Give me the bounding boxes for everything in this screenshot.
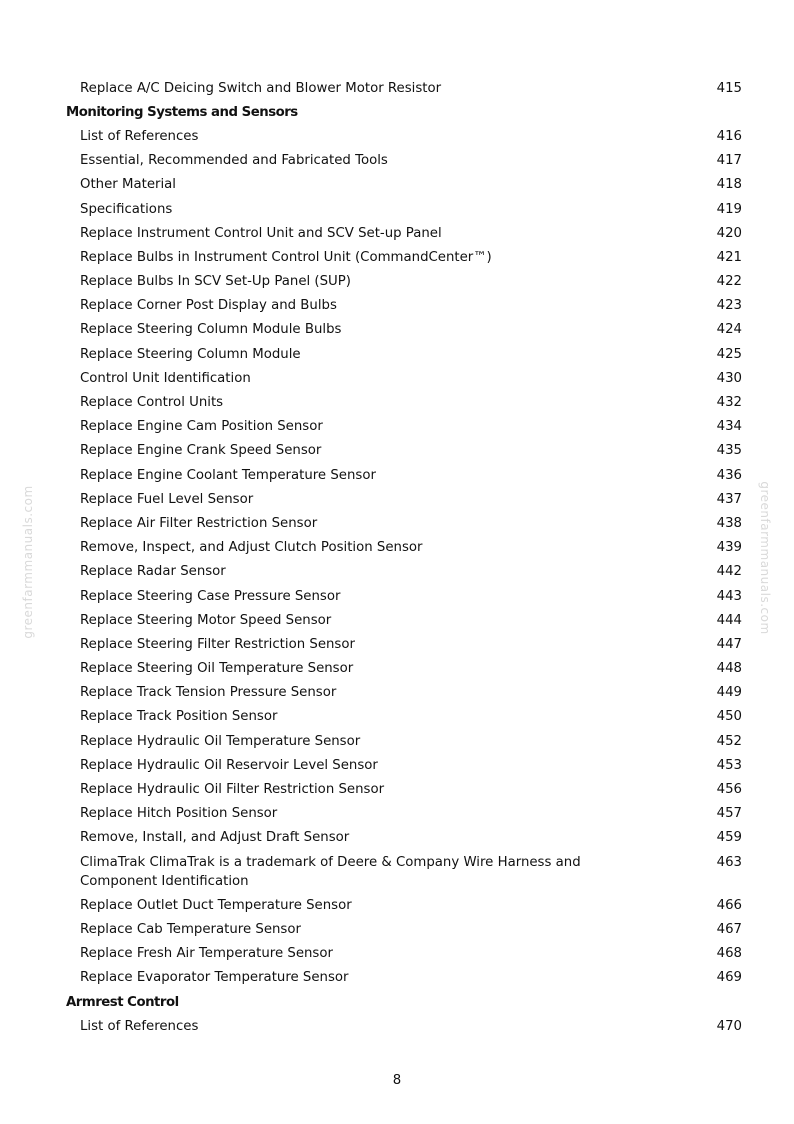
toc-entry-page-number: 424 bbox=[716, 322, 742, 338]
toc-entry-page-number: 456 bbox=[716, 782, 742, 798]
toc-entry-page-number: 442 bbox=[716, 564, 742, 580]
toc-entry-title: Replace Engine Cam Position Sensor bbox=[80, 419, 323, 435]
toc-entry[interactable] bbox=[66, 149, 742, 173]
toc-entry-page-number: 432 bbox=[716, 395, 742, 411]
toc-entry-title: Armrest Control bbox=[66, 994, 179, 1010]
toc-entry-page-number: 449 bbox=[716, 685, 742, 701]
toc-entry-page-number: 423 bbox=[716, 298, 742, 314]
toc-entry-title: Replace Cab Temperature Sensor bbox=[80, 921, 301, 937]
toc-entry-page-number: 415 bbox=[716, 80, 742, 96]
toc-entry[interactable] bbox=[66, 560, 742, 584]
toc-entry-title: ClimaTrak ClimaTrak is a trademark of Deere & Company Wire Harness and Component Identification bbox=[80, 854, 581, 889]
toc-entry-title: Other Material bbox=[80, 177, 176, 193]
toc-entry[interactable] bbox=[66, 632, 742, 656]
toc-entry-page-number: 468 bbox=[716, 946, 742, 962]
toc-entry-title: List of References bbox=[80, 128, 199, 144]
toc-entry-title: Replace Steering Filter Restriction Sensor bbox=[80, 636, 355, 652]
toc-entry-title: Replace Outlet Duct Temperature Sensor bbox=[80, 897, 352, 913]
toc-entry-page-number: 434 bbox=[716, 419, 742, 435]
toc-entry-title: Replace Hitch Position Sensor bbox=[80, 806, 278, 822]
toc-entry-title: Replace Fuel Level Sensor bbox=[80, 491, 254, 507]
table-of-contents bbox=[66, 76, 742, 1038]
toc-entry[interactable] bbox=[66, 681, 742, 705]
toc-entry-page-number: 439 bbox=[716, 540, 742, 556]
toc-entry[interactable] bbox=[66, 197, 742, 221]
toc-entry-title: Replace Hydraulic Oil Reservoir Level Sensor bbox=[80, 757, 378, 773]
toc-entry-page-number: 430 bbox=[716, 370, 742, 386]
toc-entry-page-number: 419 bbox=[716, 201, 742, 217]
toc-entry-page-number: 469 bbox=[716, 970, 742, 986]
toc-entry-title: Replace Hydraulic Oil Temperature Sensor bbox=[80, 733, 361, 749]
toc-section-heading bbox=[66, 100, 742, 124]
toc-entry-title: Replace Steering Oil Temperature Sensor bbox=[80, 661, 354, 677]
toc-entry-page-number: 450 bbox=[716, 709, 742, 725]
toc-entry-title: Replace Bulbs in Instrument Control Unit (CommandCenter™) bbox=[80, 249, 492, 265]
toc-entry[interactable] bbox=[66, 511, 742, 535]
toc-entry[interactable] bbox=[66, 826, 742, 850]
toc-entry[interactable] bbox=[66, 270, 742, 294]
toc-entry-title: Replace Hydraulic Oil Filter Restriction Sensor bbox=[80, 782, 385, 798]
toc-entry-page-number: 453 bbox=[716, 757, 742, 773]
toc-entry-title: Replace Evaporator Temperature Sensor bbox=[80, 970, 349, 986]
toc-entry[interactable] bbox=[66, 415, 742, 439]
toc-entry-page-number: 436 bbox=[716, 467, 742, 483]
toc-entry[interactable] bbox=[66, 942, 742, 966]
toc-entry-title: Replace A/C Deicing Switch and Blower Motor Resistor bbox=[80, 80, 442, 96]
watermark-left: greenfarmmanuals.com bbox=[21, 485, 35, 639]
toc-entry[interactable] bbox=[66, 342, 742, 366]
toc-entry[interactable] bbox=[66, 850, 742, 893]
page-number: 8 bbox=[392, 1073, 402, 1088]
toc-entry[interactable] bbox=[66, 294, 742, 318]
toc-entry-title: Remove, Inspect, and Adjust Clutch Position Sensor bbox=[80, 540, 423, 556]
toc-entry-page-number: 420 bbox=[716, 225, 742, 241]
toc-entry[interactable] bbox=[66, 608, 742, 632]
toc-entry-title: Replace Engine Crank Speed Sensor bbox=[80, 443, 322, 459]
toc-entry[interactable] bbox=[66, 753, 742, 777]
toc-entry[interactable] bbox=[66, 76, 742, 100]
toc-entry-title: Specifications bbox=[80, 201, 173, 217]
toc-entry[interactable] bbox=[66, 221, 742, 245]
toc-entry-page-number: 452 bbox=[716, 733, 742, 749]
toc-entry-title: Replace Track Tension Pressure Sensor bbox=[80, 685, 337, 701]
toc-entry-title: Replace Steering Case Pressure Sensor bbox=[80, 588, 341, 604]
toc-entry-page-number: 459 bbox=[716, 830, 742, 846]
toc-entry-page-number: 438 bbox=[716, 515, 742, 531]
toc-entry[interactable] bbox=[66, 390, 742, 414]
toc-entry-title: Replace Radar Sensor bbox=[80, 564, 226, 580]
toc-entry[interactable] bbox=[66, 777, 742, 801]
toc-entry-page-number: 435 bbox=[716, 443, 742, 459]
toc-entry-title: Replace Track Position Sensor bbox=[80, 709, 278, 725]
toc-entry[interactable] bbox=[66, 245, 742, 269]
toc-entry[interactable] bbox=[66, 802, 742, 826]
toc-entry-page-number: 457 bbox=[716, 806, 742, 822]
toc-entry-page-number: 421 bbox=[716, 249, 742, 265]
toc-entry[interactable] bbox=[66, 729, 742, 753]
toc-entry[interactable] bbox=[66, 657, 742, 681]
toc-entry[interactable] bbox=[66, 366, 742, 390]
toc-entry[interactable] bbox=[66, 584, 742, 608]
toc-entry-page-number: 416 bbox=[716, 128, 742, 144]
toc-entry[interactable] bbox=[66, 318, 742, 342]
toc-entry-page-number: 448 bbox=[716, 661, 742, 677]
toc-entry-title: Replace Control Units bbox=[80, 395, 224, 411]
toc-entry[interactable] bbox=[66, 1014, 742, 1038]
toc-entry-title: Replace Steering Motor Speed Sensor bbox=[80, 612, 332, 628]
toc-entry-page-number: 418 bbox=[716, 177, 742, 193]
toc-entry-page-number: 466 bbox=[716, 897, 742, 913]
toc-entry-title: Replace Steering Column Module bbox=[80, 346, 301, 362]
toc-entry[interactable] bbox=[66, 439, 742, 463]
toc-entry[interactable] bbox=[66, 463, 742, 487]
toc-entry-page-number: 470 bbox=[716, 1018, 742, 1034]
watermark-right: greenfarmmanuals.com bbox=[758, 481, 772, 635]
toc-entry-page-number: 417 bbox=[716, 153, 742, 169]
toc-entry[interactable] bbox=[66, 487, 742, 511]
toc-entry-title: Replace Fresh Air Temperature Sensor bbox=[80, 946, 333, 962]
toc-entry-title: Remove, Install, and Adjust Draft Sensor bbox=[80, 830, 350, 846]
toc-entry-page-number: 447 bbox=[716, 636, 742, 652]
toc-entry-title: Replace Steering Column Module Bulbs bbox=[80, 322, 342, 338]
toc-entry-title: Replace Corner Post Display and Bulbs bbox=[80, 298, 337, 314]
toc-entry[interactable] bbox=[66, 124, 742, 148]
toc-entry-title: Replace Air Filter Restriction Sensor bbox=[80, 515, 318, 531]
toc-entry-title: List of References bbox=[80, 1018, 199, 1034]
toc-entry-page-number: 443 bbox=[716, 588, 742, 604]
toc-entry[interactable] bbox=[66, 173, 742, 197]
toc-entry[interactable] bbox=[66, 705, 742, 729]
toc-entry-page-number: 422 bbox=[716, 274, 742, 290]
toc-entry[interactable] bbox=[66, 536, 742, 560]
toc-entry-title: Replace Engine Coolant Temperature Sensor bbox=[80, 467, 376, 483]
toc-entry-page-number: 425 bbox=[716, 346, 742, 362]
toc-entry-page-number: 467 bbox=[716, 921, 742, 937]
toc-entry-title: Replace Bulbs In SCV Set-Up Panel (SUP) bbox=[80, 274, 351, 290]
toc-entry-page-number: 444 bbox=[716, 612, 742, 628]
toc-entry-title: Essential, Recommended and Fabricated Tools bbox=[80, 153, 388, 169]
toc-entry-title: Replace Instrument Control Unit and SCV Set-up Panel bbox=[80, 225, 442, 241]
toc-entry-title: Monitoring Systems and Sensors bbox=[66, 104, 298, 120]
toc-entry[interactable] bbox=[66, 893, 742, 917]
toc-entry[interactable] bbox=[66, 966, 742, 990]
toc-entry-title: Control Unit Identification bbox=[80, 370, 251, 386]
toc-entry[interactable] bbox=[66, 917, 742, 941]
toc-section-heading bbox=[66, 990, 742, 1014]
toc-entry-page-number: 463 bbox=[716, 854, 742, 870]
toc-entry-page-number: 437 bbox=[716, 491, 742, 507]
